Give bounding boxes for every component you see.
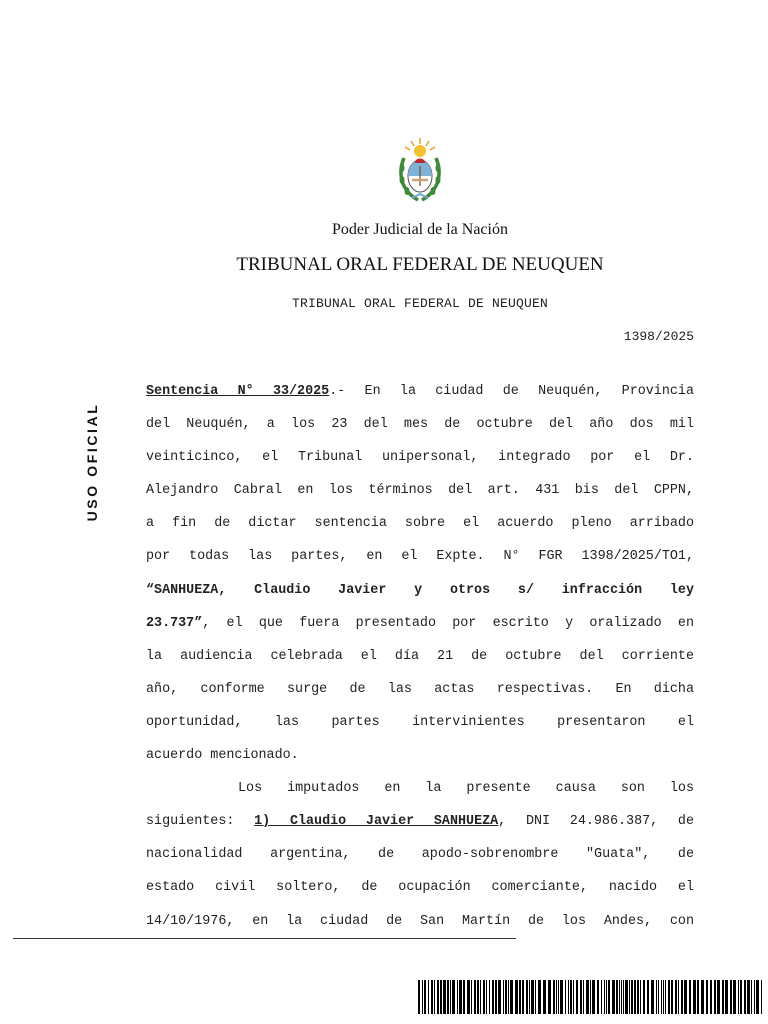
body-line: Alejandro Cabral en los términos del art. 431 bis del CPPN, [146, 483, 694, 499]
body-line: estado civil soltero, de ocupación comerciante, nacido el [146, 880, 694, 896]
tribunal-title: TRIBUNAL ORAL FEDERAL DE NEUQUEN [236, 254, 604, 275]
barcode-icon [418, 980, 762, 1014]
body-line: 14/10/1976, en la ciudad de San Martín de los Andes, con [146, 913, 694, 929]
uso-oficial-side-label: USO OFICIAL [84, 402, 100, 522]
judicial-power-heading: Poder Judicial de la Nación [332, 221, 508, 238]
argentina-coat-of-arms-icon [394, 136, 446, 206]
body-line: nacionalidad argentina, de apodo-sobrenombre "Guata", de [146, 847, 694, 863]
defendant-name: 1) Claudio Javier SANHUEZA [254, 814, 499, 830]
body-line: del Neuquén, a los 23 del mes de octubre del año dos mil [146, 417, 694, 433]
body-line: acuerdo mencionado. [146, 748, 299, 764]
tribunal-subtitle: TRIBUNAL ORAL FEDERAL DE NEUQUEN [291, 296, 549, 311]
body-line: siguientes: 1) Claudio Javier SANHUEZA, DNI 24.986.387, de [146, 814, 694, 830]
expediente-number: 1398/2025 [623, 329, 694, 344]
paragraph-start-line: Los imputados en la presente causa son los [238, 781, 694, 797]
body-line: año, conforme surge de las actas respectivas. En dicha [146, 681, 694, 697]
body-line: veinticinco, el Tribunal unipersonal, integrado por el Dr. [146, 450, 694, 466]
body-line: Sentencia N° 33/2025.- En la ciudad de Neuquén, Provincia [146, 384, 694, 399]
body-line: la audiencia celebrada el día 21 de octubre del corriente [146, 648, 694, 664]
body-line: 23.737”, el que fuera presentado por escrito y oralizado en [146, 615, 694, 631]
body-line: oportunidad, las partes intervinientes presentaron el [146, 714, 694, 730]
body-line: a fin de dictar sentencia sobre el acuerdo pleno arribado [146, 516, 694, 532]
sentence-body [146, 375, 694, 938]
sentence-number: Sentencia N° 33/2025 [146, 384, 330, 399]
case-caption: “SANHUEZA, Claudio Javier y otros s/ infracción ley [146, 582, 694, 598]
footer-divider [13, 938, 516, 939]
case-caption-line [146, 574, 694, 607]
case-caption-end: 23.737” [146, 615, 203, 631]
body-line: por todas las partes, en el Expte. N° FGR 1398/2025/TO1, [146, 549, 694, 565]
